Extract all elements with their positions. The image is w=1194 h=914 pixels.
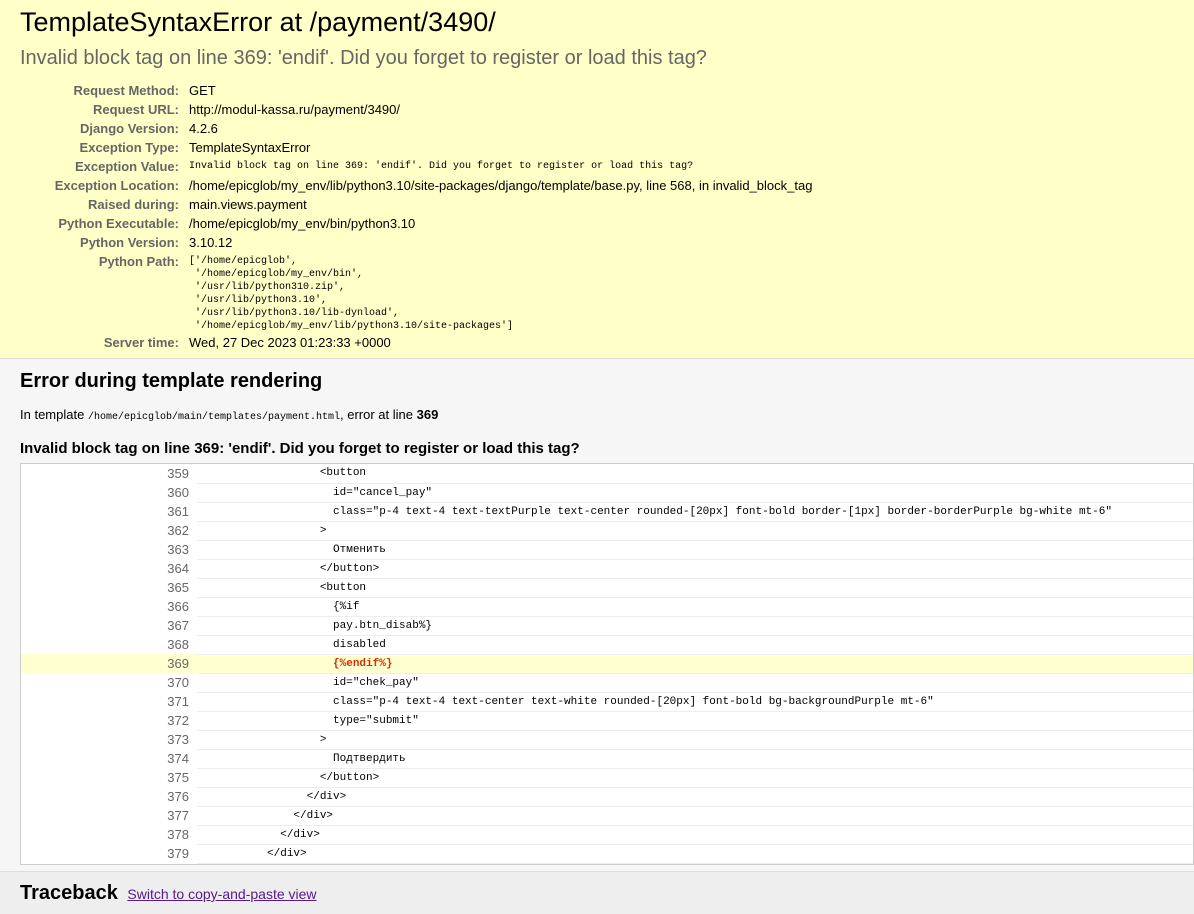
line-code: type="submit" <box>197 711 1193 730</box>
line-number: 367 <box>167 618 189 633</box>
meta-value-cell <box>189 252 812 333</box>
source-line <box>21 540 1193 559</box>
line-code: </div> <box>197 806 1193 825</box>
source-line <box>21 787 1193 806</box>
source-line <box>21 844 1193 863</box>
intro-prefix: In template <box>20 407 85 422</box>
line-number: 365 <box>167 580 189 595</box>
line-code: id="chek_pay" <box>197 673 1193 692</box>
line-number: 361 <box>167 504 189 519</box>
line-code: id="cancel_pay" <box>197 483 1193 502</box>
source-code-table <box>21 464 1193 864</box>
line-number: 372 <box>167 713 189 728</box>
line-number: 359 <box>167 466 189 481</box>
line-code: Отменить <box>197 540 1193 559</box>
line-code: class="p-4 text-4 text-center text-white rounded-[20px] font-bold bg-backgroundPurple mt-6" <box>197 692 1193 711</box>
template-error-panel <box>0 359 1194 872</box>
source-line <box>21 768 1193 787</box>
line-number: 374 <box>167 751 189 766</box>
error-line-number: 369 <box>416 407 439 422</box>
meta-row <box>20 176 812 195</box>
line-code: {%if <box>197 597 1193 616</box>
meta-value: 4.2.6 <box>189 121 218 136</box>
switch-to-copy-paste-link[interactable]: Switch to copy-and-paste view <box>127 886 317 902</box>
source-line <box>21 749 1193 768</box>
meta-row <box>20 195 812 214</box>
meta-row <box>20 252 812 333</box>
meta-value: 3.10.12 <box>189 235 233 250</box>
meta-label: Raised during: <box>87 197 179 212</box>
source-line <box>21 578 1193 597</box>
line-number: 360 <box>167 485 189 500</box>
meta-value: http://modul-kassa.ru/payment/3490/ <box>189 102 401 117</box>
meta-row <box>20 81 812 100</box>
meta-row <box>20 138 812 157</box>
page-title: TemplateSyntaxError at /payment/3490/ <box>20 7 496 37</box>
meta-row <box>20 157 812 176</box>
line-number: 376 <box>167 789 189 804</box>
meta-value: /home/epicglob/my_env/bin/python3.10 <box>189 216 416 231</box>
meta-value: ['/home/epicglob', '/home/epicglob/my_env/bin', '/usr/lib/python310.zip', '/usr/lib/python3.10', '/usr/lib/python3.10/lib-dynload', '/home/epicglob/my_env/lib/python3.10/site-packages'] <box>189 256 514 332</box>
meta-label: Request Method: <box>73 83 179 98</box>
line-code: disabled <box>197 635 1193 654</box>
line-code: > <box>197 730 1193 749</box>
source-line <box>21 464 1193 483</box>
line-number: 375 <box>167 770 189 785</box>
source-line <box>21 806 1193 825</box>
line-code: </div> <box>197 787 1193 806</box>
source-line <box>21 597 1193 616</box>
source-line <box>21 616 1193 635</box>
source-line <box>21 521 1193 540</box>
summary-panel <box>0 0 1194 359</box>
template-error-message: Invalid block tag on line 369: 'endif'. Did you forget to register or load this tag? <box>20 440 580 457</box>
line-code: pay.btn_disab%} <box>197 616 1193 635</box>
source-line <box>21 825 1193 844</box>
line-code: </div> <box>197 825 1193 844</box>
line-number: 368 <box>167 637 189 652</box>
line-number: 378 <box>167 827 189 842</box>
line-number: 362 <box>167 523 189 538</box>
meta-value: Wed, 27 Dec 2023 01:23:33 +0000 <box>189 335 391 350</box>
line-code: </button> <box>197 768 1193 787</box>
page-subtitle: Invalid block tag on line 369: 'endif'. Did you forget to register or load this tag? <box>20 47 707 69</box>
meta-row <box>20 333 812 352</box>
line-number: 371 <box>167 694 189 709</box>
line-code: <button <box>197 464 1193 483</box>
template-path: /home/epicglob/main/templates/payment.html <box>87 412 340 423</box>
line-number: 379 <box>167 846 189 861</box>
source-line <box>21 730 1193 749</box>
source-line <box>21 711 1193 730</box>
meta-row <box>20 100 812 119</box>
line-code: Подтвердить <box>197 749 1193 768</box>
source-line <box>21 635 1193 654</box>
template-error-heading: Error during template rendering <box>20 370 323 392</box>
traceback-panel <box>0 872 1194 914</box>
line-number: 366 <box>167 599 189 614</box>
line-code: {%endif%} <box>197 654 1193 673</box>
source-code-box[interactable] <box>20 463 1194 865</box>
source-line <box>21 502 1193 521</box>
meta-label: Exception Type: <box>79 140 179 155</box>
meta-label: Python Path: <box>98 254 179 269</box>
line-code: </button> <box>197 559 1193 578</box>
meta-value: Invalid block tag on line 369: 'endif'. Did you forget to register or load this tag? <box>189 161 694 172</box>
meta-label: Exception Location: <box>54 178 179 193</box>
line-number: 369 <box>167 656 189 671</box>
meta-label: Server time: <box>103 335 179 350</box>
source-line <box>21 559 1193 578</box>
meta-label: Python Executable: <box>58 216 179 231</box>
line-number: 373 <box>167 732 189 747</box>
line-code: > <box>197 521 1193 540</box>
meta-row <box>20 233 812 252</box>
meta-label: Request URL: <box>93 102 179 117</box>
line-code: </div> <box>197 844 1193 863</box>
line-number: 363 <box>167 542 189 557</box>
meta-value: main.views.payment <box>189 197 307 212</box>
source-line <box>21 692 1193 711</box>
line-code: class="p-4 text-4 text-textPurple text-center rounded-[20px] font-bold border-[1px] border-borderPurple bg-white mt-6" <box>197 502 1193 521</box>
meta-value: /home/epicglob/my_env/lib/python3.10/site-packages/django/template/base.py, line 568, in invalid_block_tag <box>189 178 813 193</box>
source-line <box>21 673 1193 692</box>
line-number: 370 <box>167 675 189 690</box>
meta-label: Django Version: <box>80 121 179 136</box>
meta-row <box>20 214 812 233</box>
source-line <box>21 483 1193 502</box>
meta-value: TemplateSyntaxError <box>189 140 311 155</box>
meta-value: GET <box>189 83 216 98</box>
meta-label: Exception Value: <box>74 159 179 174</box>
source-line-error <box>21 654 1193 673</box>
template-error-intro <box>20 407 1174 426</box>
intro-middle: , error at line <box>340 407 413 422</box>
meta-row <box>20 119 812 138</box>
line-code: <button <box>197 578 1193 597</box>
request-meta-table <box>20 81 812 352</box>
traceback-title: Traceback <box>20 882 118 904</box>
traceback-heading <box>20 880 1174 907</box>
line-number: 364 <box>167 561 189 576</box>
line-number: 377 <box>167 808 189 823</box>
meta-label: Python Version: <box>80 235 179 250</box>
